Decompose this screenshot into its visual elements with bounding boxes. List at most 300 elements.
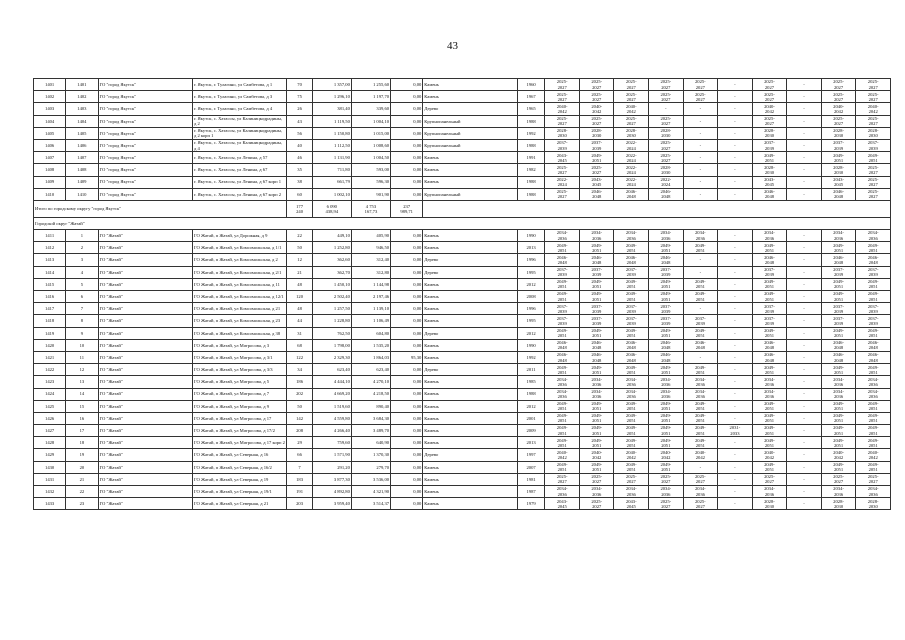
cell-registry-number: 1424 bbox=[34, 388, 66, 400]
table-row bbox=[34, 388, 891, 400]
cell-total-area: 4 669,20 bbox=[312, 388, 351, 400]
cell-work-period: 2037- 2039 bbox=[752, 266, 787, 278]
cell-work-period: 2034- 2036 bbox=[545, 230, 580, 242]
cell-address: ГО Жатай, п Жатай, ул Комсомольская, д 12/1 bbox=[192, 291, 286, 303]
cell-work-period: 2049- 2051 bbox=[649, 278, 684, 290]
cell-local-number: 15 bbox=[66, 400, 98, 412]
cell-registry-number: 1403 bbox=[34, 103, 66, 115]
cell-work-period: 2049- 2051 bbox=[683, 242, 718, 254]
cell-work-period: 2025- 2027 bbox=[579, 115, 614, 127]
cell-wall-material: Камень bbox=[423, 242, 517, 254]
cell-work-period: 2037- 2039 bbox=[856, 139, 891, 151]
cell-local-number: 3 bbox=[66, 254, 98, 266]
cell-count: 66 bbox=[287, 449, 312, 461]
cell-work-period: - bbox=[683, 266, 718, 278]
cell-work-period: 2049- 2051 bbox=[856, 364, 891, 376]
cell-living-area: 3 536,00 bbox=[351, 473, 390, 485]
cell-work-period: 2034- 2036 bbox=[649, 376, 684, 388]
cell-work-period: 2022- 2024 bbox=[649, 176, 684, 188]
cell-total-area: 2 329,30 bbox=[312, 351, 351, 363]
cell-year: 1979 bbox=[517, 498, 545, 510]
cell-count: 142 bbox=[287, 412, 312, 424]
cell-work-period: 2037- 2039 bbox=[856, 303, 891, 315]
table-row bbox=[34, 115, 891, 127]
cell-wall-material: Камень bbox=[423, 315, 517, 327]
table-row bbox=[34, 473, 891, 485]
cell-municipality: ГО "Жатай" bbox=[98, 437, 192, 449]
cell-wall-material: Камень bbox=[423, 79, 517, 91]
cell-total-area: 4 266,40 bbox=[312, 425, 351, 437]
cell-work-period: 2046- 2048 bbox=[579, 188, 614, 200]
cell-work-period: 2040- 2042 bbox=[649, 449, 684, 461]
cell-work-period: 2034- 2036 bbox=[683, 376, 718, 388]
cell-work-period: - bbox=[787, 176, 822, 188]
cell-work-period: - bbox=[718, 79, 753, 91]
cell-municipality: ГО "Жатай" bbox=[98, 376, 192, 388]
cell-count: 202 bbox=[287, 388, 312, 400]
cell-wall-material: Дерево bbox=[423, 449, 517, 461]
cell-municipality: ГО "Жатай" bbox=[98, 400, 192, 412]
cell-work-period: 2049- 2051 bbox=[545, 437, 580, 449]
cell-other-area: 0,00 bbox=[391, 388, 423, 400]
cell-address: ГО Жатай, п Жатай, ул Комсомольская, д 21 bbox=[192, 303, 286, 315]
cell-address: г. Якутск, с. Хатассы, ул Лепина, д 57 bbox=[192, 152, 286, 164]
cell-living-area: 4 218,50 bbox=[351, 388, 390, 400]
cell-work-period: 2025- 2027 bbox=[614, 91, 649, 103]
cell-registry-number: 1410 bbox=[34, 188, 66, 200]
cell-work-period: 2043- 2045 bbox=[752, 176, 787, 188]
cell-total-area: 623,40 bbox=[312, 364, 351, 376]
cell-work-period: - bbox=[718, 351, 753, 363]
cell-year: 1990 bbox=[517, 230, 545, 242]
table-row bbox=[34, 242, 891, 254]
cell-wall-material: Камень bbox=[423, 291, 517, 303]
cell-living-area: 1 535,20 bbox=[351, 339, 390, 351]
cell-work-period: 2049- 2051 bbox=[683, 291, 718, 303]
cell-work-period: 2049- 2051 bbox=[752, 437, 787, 449]
cell-other-area: 0,00 bbox=[391, 486, 423, 498]
cell-work-period: 2028- 2030 bbox=[821, 164, 856, 176]
cell-work-period: 2046- 2048 bbox=[614, 351, 649, 363]
cell-living-area: 339,60 bbox=[351, 103, 390, 115]
cell-work-period: 2046- 2048 bbox=[545, 254, 580, 266]
cell-work-period: 2028- 2030 bbox=[856, 498, 891, 510]
cell-work-period: 2034- 2036 bbox=[821, 376, 856, 388]
cell-local-number: 12 bbox=[66, 364, 98, 376]
cell-work-period: 2025- 2027 bbox=[856, 115, 891, 127]
cell-work-period: 2040- 2042 bbox=[579, 103, 614, 115]
table-row bbox=[34, 351, 891, 363]
cell-work-period: - bbox=[787, 461, 822, 473]
cell-municipality: ГО "город Якутск" bbox=[98, 139, 192, 151]
cell-work-period: 2049- 2051 bbox=[649, 242, 684, 254]
cell-municipality: ГО "город Якутск" bbox=[98, 79, 192, 91]
total-row bbox=[34, 200, 891, 217]
cell-work-period: 2037- 2039 bbox=[545, 266, 580, 278]
cell-work-period: 2049- 2051 bbox=[579, 278, 614, 290]
cell-work-period: 2034- 2036 bbox=[856, 230, 891, 242]
cell-count: 38 bbox=[287, 176, 312, 188]
cell-year: 1988 bbox=[517, 176, 545, 188]
cell-total-area: 3 959,40 bbox=[312, 498, 351, 510]
cell-work-period: 2049- 2051 bbox=[545, 278, 580, 290]
cell-local-number: 1406 bbox=[66, 139, 98, 151]
cell-other-area: 0,00 bbox=[391, 327, 423, 339]
cell-work-period: 2025- 2027 bbox=[821, 91, 856, 103]
cell-wall-material: Камень bbox=[423, 152, 517, 164]
cell-work-period: 2046- 2048 bbox=[614, 254, 649, 266]
cell-work-period: 2046- 2048 bbox=[752, 254, 787, 266]
cell-work-period: 2037- 2039 bbox=[821, 139, 856, 151]
cell-work-period: 2025- 2027 bbox=[579, 91, 614, 103]
cell-work-period: 2025- 2027 bbox=[579, 79, 614, 91]
cell-work-period: 2049- 2051 bbox=[752, 278, 787, 290]
cell-living-area: 1 106,49 bbox=[351, 315, 390, 327]
cell-count: 31 bbox=[287, 327, 312, 339]
cell-work-period: 2046- 2048 bbox=[821, 351, 856, 363]
cell-work-period: 2034- 2036 bbox=[752, 230, 787, 242]
table-row bbox=[34, 230, 891, 242]
cell-work-period: 2049- 2051 bbox=[683, 364, 718, 376]
cell-work-period: 2049- 2051 bbox=[545, 327, 580, 339]
cell-wall-material: Камень bbox=[423, 303, 517, 315]
cell-work-period: 2025- 2027 bbox=[545, 91, 580, 103]
cell-address: ГО Жатай, п Жатай, ул Матросова, д 7 bbox=[192, 388, 286, 400]
cell-other-area: 0,00 bbox=[391, 242, 423, 254]
cell-work-period: 2034- 2036 bbox=[856, 486, 891, 498]
cell-work-period: 2025- 2027 bbox=[752, 115, 787, 127]
cell-living-area: 2 197,46 bbox=[351, 291, 390, 303]
cell-wall-material: Камень bbox=[423, 91, 517, 103]
cell-work-period: 2025- 2027 bbox=[821, 79, 856, 91]
cell-work-period: 2025- 2027 bbox=[614, 115, 649, 127]
cell-address: ГО Жатай, п Жатай, ул Комсомольская, д 2/1 bbox=[192, 266, 286, 278]
cell-work-period: 2046- 2048 bbox=[856, 351, 891, 363]
cell-work-period: - bbox=[787, 400, 822, 412]
cell-work-period: 2043- 2045 bbox=[579, 176, 614, 188]
cell-living-area: 1 139,10 bbox=[351, 303, 390, 315]
cell-municipality: ГО "Жатай" bbox=[98, 449, 192, 461]
cell-work-period: - bbox=[718, 91, 753, 103]
cell-work-period: - bbox=[718, 437, 753, 449]
cell-local-number: 10 bbox=[66, 339, 98, 351]
cell-year: 1988 bbox=[517, 139, 545, 151]
cell-work-period: - bbox=[787, 291, 822, 303]
cell-wall-material: Камень bbox=[423, 425, 517, 437]
cell-year: 1965 bbox=[517, 103, 545, 115]
cell-count: 35 bbox=[287, 164, 312, 176]
total-empty bbox=[423, 200, 891, 217]
cell-year: 1985 bbox=[517, 376, 545, 388]
cell-municipality: ГО "Жатай" bbox=[98, 364, 192, 376]
cell-work-period: 2025- 2027 bbox=[683, 91, 718, 103]
cell-work-period: 2028- 2030 bbox=[821, 498, 856, 510]
cell-work-period: - bbox=[787, 376, 822, 388]
cell-work-period: 2040- 2042 bbox=[856, 449, 891, 461]
cell-work-period: 2049- 2051 bbox=[821, 278, 856, 290]
cell-work-period: 2046- 2048 bbox=[752, 339, 787, 351]
cell-total-area: 1 257,50 bbox=[312, 303, 351, 315]
cell-work-period: 2034- 2036 bbox=[856, 388, 891, 400]
cell-total-area: 759,60 bbox=[312, 437, 351, 449]
cell-work-period: 2049- 2051 bbox=[821, 242, 856, 254]
cell-wall-material: Крупнопанельный bbox=[423, 188, 517, 200]
section-header: Городской округ "Жатай" bbox=[34, 217, 891, 229]
cell-wall-material: Дерево bbox=[423, 254, 517, 266]
cell-year: 1988 bbox=[517, 388, 545, 400]
cell-living-area: 312,80 bbox=[351, 266, 390, 278]
cell-municipality: ГО "город Якутск" bbox=[98, 188, 192, 200]
cell-work-period: 2031- 2033 bbox=[718, 425, 753, 437]
cell-work-period: 2034- 2036 bbox=[752, 486, 787, 498]
cell-municipality: ГО "город Якутск" bbox=[98, 164, 192, 176]
cell-living-area: 1 255,60 bbox=[351, 79, 390, 91]
cell-work-period: - bbox=[787, 327, 822, 339]
cell-other-area: 0,00 bbox=[391, 412, 423, 424]
cell-work-period: - bbox=[718, 127, 753, 139]
cell-work-period: 2022- 2024 bbox=[545, 176, 580, 188]
cell-municipality: ГО "Жатай" bbox=[98, 498, 192, 510]
cell-municipality: ГО "Жатай" bbox=[98, 315, 192, 327]
cell-work-period: 2025- 2027 bbox=[856, 176, 891, 188]
cell-work-period: 2034- 2036 bbox=[821, 388, 856, 400]
cell-local-number: 21 bbox=[66, 473, 98, 485]
cell-work-period: 2037- 2039 bbox=[821, 315, 856, 327]
cell-total-area: 661,79 bbox=[312, 176, 351, 188]
table-row bbox=[34, 254, 891, 266]
cell-other-area: 0,00 bbox=[391, 91, 423, 103]
cell-work-period: 2028- 2030 bbox=[545, 127, 580, 139]
cell-living-area: 640,90 bbox=[351, 437, 390, 449]
cell-living-area: 596,30 bbox=[351, 176, 390, 188]
cell-municipality: ГО "Жатай" bbox=[98, 412, 192, 424]
cell-total-area: 1 002,10 bbox=[312, 188, 351, 200]
cell-work-period: 2049- 2051 bbox=[821, 152, 856, 164]
table-row bbox=[34, 364, 891, 376]
table-row bbox=[34, 176, 891, 188]
cell-registry-number: 1412 bbox=[34, 242, 66, 254]
cell-work-period: 2034- 2036 bbox=[752, 388, 787, 400]
cell-count: 43 bbox=[287, 115, 312, 127]
cell-other-area: 0,00 bbox=[391, 461, 423, 473]
cell-work-period: - bbox=[718, 139, 753, 151]
cell-year: 1982 bbox=[517, 164, 545, 176]
cell-work-period: - bbox=[649, 103, 684, 115]
cell-work-period: 2025- 2027 bbox=[683, 498, 718, 510]
cell-registry-number: 1401 bbox=[34, 79, 66, 91]
cell-work-period: - bbox=[718, 388, 753, 400]
cell-other-area: 0,00 bbox=[391, 376, 423, 388]
cell-count: 50 bbox=[287, 400, 312, 412]
cell-living-area: 890,40 bbox=[351, 400, 390, 412]
cell-wall-material: Камень bbox=[423, 498, 517, 510]
cell-work-period: 2046- 2048 bbox=[545, 339, 580, 351]
table-row bbox=[34, 188, 891, 200]
cell-municipality: ГО "Жатай" bbox=[98, 339, 192, 351]
cell-work-period: 2049- 2051 bbox=[856, 291, 891, 303]
cell-work-period: 2049- 2051 bbox=[579, 327, 614, 339]
cell-work-period: 2025- 2027 bbox=[856, 91, 891, 103]
cell-work-period: 2049- 2051 bbox=[649, 461, 684, 473]
cell-local-number: 1410 bbox=[66, 188, 98, 200]
cell-wall-material: Камень bbox=[423, 339, 517, 351]
table-row bbox=[34, 400, 891, 412]
cell-total-area: 362,70 bbox=[312, 266, 351, 278]
cell-address: ГО Жатай, п Жатай, ул Комсомольская, д 38 bbox=[192, 327, 286, 339]
cell-local-number: 14 bbox=[66, 388, 98, 400]
cell-living-area: 1 004,10 bbox=[351, 115, 390, 127]
cell-total-area: 3 877,30 bbox=[312, 473, 351, 485]
table-row bbox=[34, 152, 891, 164]
cell-count: 34 bbox=[287, 364, 312, 376]
cell-living-area: 4 321,90 bbox=[351, 486, 390, 498]
cell-wall-material: Камень bbox=[423, 437, 517, 449]
cell-other-area: 0,00 bbox=[391, 303, 423, 315]
cell-work-period: 2025- 2027 bbox=[821, 115, 856, 127]
cell-address: ГО Жатай, п Жатай, ул Матросова, д 3/3 bbox=[192, 364, 286, 376]
cell-other-area: 0,00 bbox=[391, 364, 423, 376]
cell-registry-number: 1428 bbox=[34, 437, 66, 449]
cell-work-period: 2025- 2027 bbox=[649, 498, 684, 510]
cell-year: 1990 bbox=[517, 339, 545, 351]
cell-count: 120 bbox=[287, 291, 312, 303]
cell-work-period: 2049- 2051 bbox=[545, 242, 580, 254]
cell-wall-material: Дерево bbox=[423, 103, 517, 115]
cell-count: 191 bbox=[287, 486, 312, 498]
cell-work-period: 2049- 2051 bbox=[752, 291, 787, 303]
cell-year: 1967 bbox=[517, 91, 545, 103]
cell-count: 183 bbox=[287, 473, 312, 485]
cell-work-period: 2046- 2048 bbox=[649, 351, 684, 363]
cell-work-period: - bbox=[718, 486, 753, 498]
cell-municipality: ГО "Жатай" bbox=[98, 351, 192, 363]
cell-work-period: 2025- 2027 bbox=[649, 152, 684, 164]
cell-count: 50 bbox=[287, 242, 312, 254]
cell-work-period: 2040- 2042 bbox=[752, 103, 787, 115]
cell-work-period: 2034- 2036 bbox=[683, 230, 718, 242]
cell-count: 29 bbox=[287, 437, 312, 449]
cell-work-period: - bbox=[718, 266, 753, 278]
cell-work-period: 2049- 2051 bbox=[579, 242, 614, 254]
cell-work-period: 2049- 2051 bbox=[821, 291, 856, 303]
cell-work-period: 2049- 2051 bbox=[683, 327, 718, 339]
cell-address: ГО Жатай, п Жатай, ул Матросова, д 9 bbox=[192, 400, 286, 412]
cell-address: ГО Жатай, п Жатай, ул Дорожная, д 9 bbox=[192, 230, 286, 242]
cell-work-period: 2025- 2027 bbox=[752, 79, 787, 91]
table-row bbox=[34, 315, 891, 327]
cell-work-period: 2037- 2039 bbox=[579, 303, 614, 315]
cell-work-period: 2025- 2027 bbox=[649, 91, 684, 103]
cell-work-period: - bbox=[718, 103, 753, 115]
cell-wall-material: Крупнопанельный bbox=[423, 139, 517, 151]
cell-work-period: 2049- 2051 bbox=[579, 152, 614, 164]
cell-work-period: 2049- 2051 bbox=[856, 425, 891, 437]
cell-total-area: 2 502,40 bbox=[312, 291, 351, 303]
cell-work-period: 2049- 2051 bbox=[614, 437, 649, 449]
cell-work-period: 2049- 2051 bbox=[821, 412, 856, 424]
total-living-area: 4 753 167,73 bbox=[351, 200, 390, 217]
page-number: 43 bbox=[447, 40, 458, 52]
cell-local-number: 23 bbox=[66, 498, 98, 510]
cell-work-period: - bbox=[787, 498, 822, 510]
cell-work-period: 2049- 2051 bbox=[752, 242, 787, 254]
cell-other-area: 0,00 bbox=[391, 315, 423, 327]
cell-work-period: - bbox=[787, 339, 822, 351]
cell-work-period: - bbox=[718, 449, 753, 461]
cell-work-period: 2046- 2048 bbox=[649, 254, 684, 266]
cell-work-period: - bbox=[787, 449, 822, 461]
cell-work-period: 2025- 2027 bbox=[856, 188, 891, 200]
table-row bbox=[34, 412, 891, 424]
cell-work-period: 2049- 2051 bbox=[821, 425, 856, 437]
cell-wall-material: Камень bbox=[423, 473, 517, 485]
table-row bbox=[34, 103, 891, 115]
cell-work-period: 2028- 2030 bbox=[649, 127, 684, 139]
cell-work-period: 2049- 2051 bbox=[752, 327, 787, 339]
cell-total-area: 1 131,90 bbox=[312, 152, 351, 164]
cell-address: ГО Жатай, п Жатай, ул Матросова, д 5 bbox=[192, 376, 286, 388]
cell-work-period: 2025- 2027 bbox=[856, 164, 891, 176]
table-row bbox=[34, 425, 891, 437]
cell-total-area: 711,80 bbox=[312, 164, 351, 176]
cell-work-period: 2040- 2042 bbox=[545, 103, 580, 115]
cell-living-area: 1 144,98 bbox=[351, 278, 390, 290]
cell-work-period: - bbox=[718, 242, 753, 254]
cell-work-period: 2049- 2051 bbox=[649, 400, 684, 412]
cell-work-period: 2049- 2051 bbox=[579, 400, 614, 412]
cell-work-period: 2025- 2027 bbox=[579, 473, 614, 485]
cell-count: 186 bbox=[287, 376, 312, 388]
cell-work-period: 2040- 2042 bbox=[545, 449, 580, 461]
cell-address: ГО Жатай, п Жатай, ул Северная, д 16 bbox=[192, 449, 286, 461]
table-row bbox=[34, 91, 891, 103]
cell-work-period: 2049- 2051 bbox=[856, 278, 891, 290]
cell-work-period: 2040- 2042 bbox=[614, 103, 649, 115]
cell-registry-number: 1404 bbox=[34, 115, 66, 127]
cell-work-period: 2046- 2048 bbox=[649, 188, 684, 200]
cell-wall-material: Камень bbox=[423, 400, 517, 412]
cell-total-area: 4 444,10 bbox=[312, 376, 351, 388]
cell-work-period: 2034- 2036 bbox=[821, 486, 856, 498]
cell-work-period: 2028- 2030 bbox=[821, 127, 856, 139]
cell-work-period: 2037- 2039 bbox=[545, 139, 580, 151]
cell-address: ГО Жатай, п Жатай, ул Комсомольская, д 1/1 bbox=[192, 242, 286, 254]
cell-year: 2013 bbox=[517, 437, 545, 449]
cell-local-number: 1 bbox=[66, 230, 98, 242]
cell-wall-material: Камень bbox=[423, 461, 517, 473]
table-row bbox=[34, 376, 891, 388]
cell-other-area: 0,00 bbox=[391, 188, 423, 200]
cell-work-period: - bbox=[787, 351, 822, 363]
cell-year: 2009 bbox=[517, 425, 545, 437]
cell-work-period: 2034- 2036 bbox=[856, 376, 891, 388]
cell-work-period: 2049- 2051 bbox=[752, 400, 787, 412]
cell-work-period: - bbox=[683, 351, 718, 363]
cell-work-period: 2028- 2030 bbox=[752, 164, 787, 176]
cell-other-area: 0,00 bbox=[391, 115, 423, 127]
cell-address: ГО Жатай, п Жатай, ул Матросова, д 17 bbox=[192, 412, 286, 424]
cell-count: 44 bbox=[287, 315, 312, 327]
cell-work-period: 2046- 2048 bbox=[579, 339, 614, 351]
cell-work-period: 2046- 2048 bbox=[614, 339, 649, 351]
cell-local-number: 4 bbox=[66, 266, 98, 278]
cell-year: 2012 bbox=[517, 278, 545, 290]
cell-work-period: 2049- 2051 bbox=[545, 461, 580, 473]
cell-work-period: 2034- 2036 bbox=[752, 376, 787, 388]
cell-work-period: 2025- 2027 bbox=[821, 473, 856, 485]
cell-work-period: 2025- 2027 bbox=[683, 473, 718, 485]
cell-work-period: 2046- 2048 bbox=[614, 188, 649, 200]
